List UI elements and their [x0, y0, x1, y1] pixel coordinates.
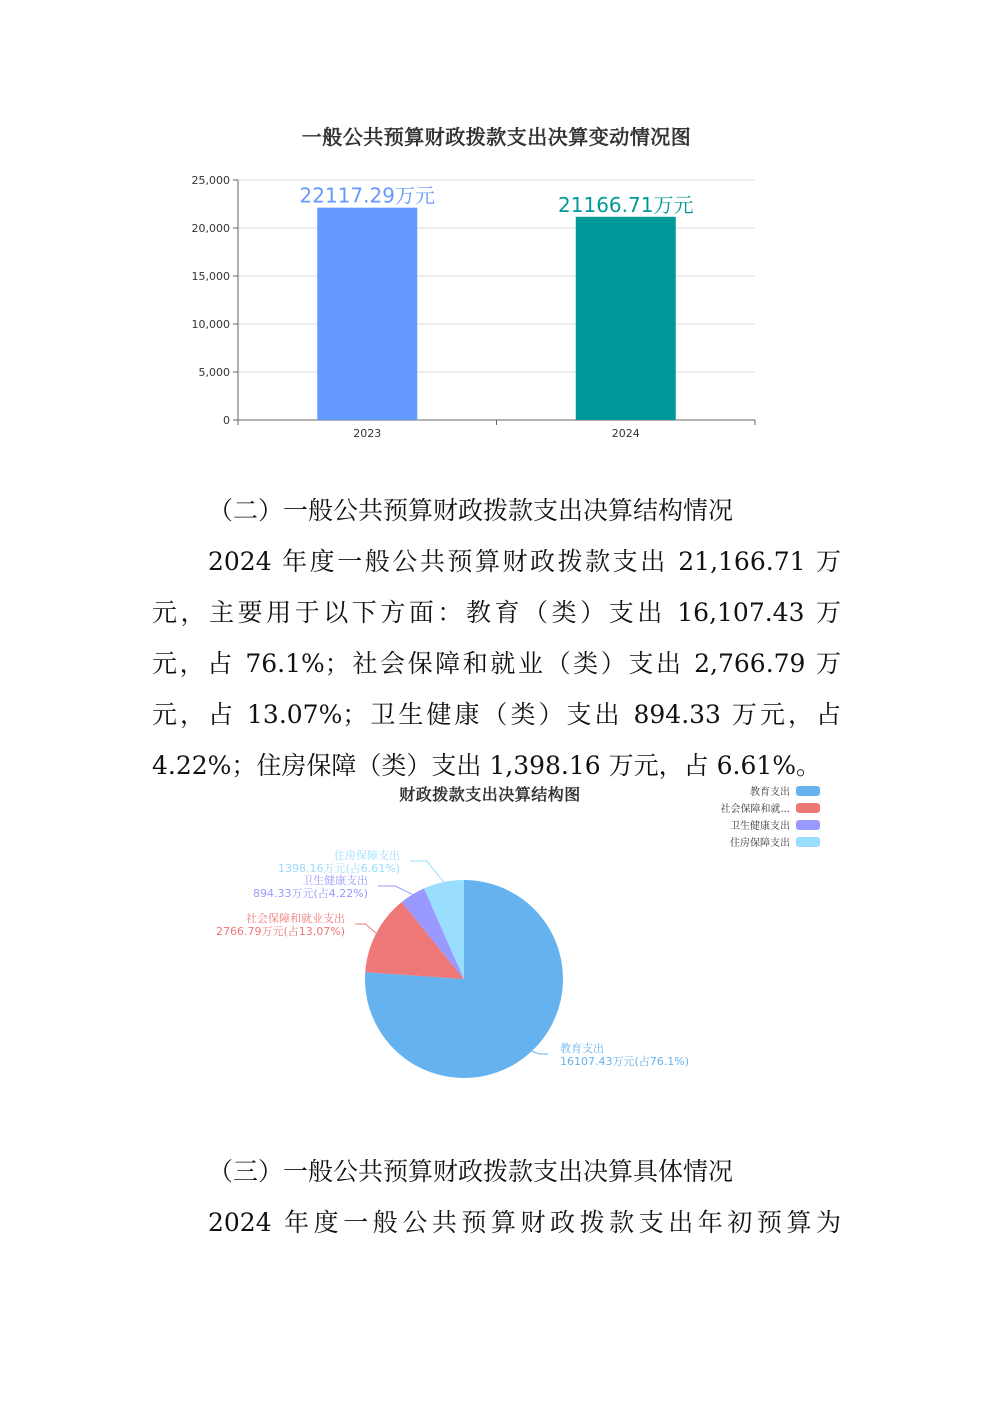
pie-label-value: 894.33万元(占4.22%): [252, 887, 368, 900]
bar: [576, 217, 676, 420]
legend-item[interactable]: [690, 816, 820, 833]
legend-item[interactable]: [690, 799, 820, 816]
legend-label: 住房保障支出: [730, 838, 790, 849]
x-tick-label: 2024: [611, 427, 640, 440]
pie-label-name: 住房保障支出: [334, 849, 400, 862]
section2-line-4: 元，占 13.07%；卫生健康（类）支出 894.33 万元，占: [152, 700, 841, 729]
pie-label-line: [410, 861, 444, 882]
pie-label-name: 社会保障和就业支出: [246, 912, 345, 925]
legend-swatch: [796, 786, 820, 796]
bar: [317, 208, 417, 420]
legend-item[interactable]: [690, 782, 820, 799]
pie-label-name: 卫生健康支出: [302, 874, 368, 887]
legend-swatch: [796, 803, 820, 813]
pie-label-line: [532, 1051, 548, 1054]
y-tick-label: 0: [223, 414, 230, 427]
section3-line-1: 2024 年度一般公共预算财政拨款支出年初预算为: [208, 1208, 841, 1237]
y-tick-label: 5,000: [198, 366, 230, 379]
pie-label-line: [355, 924, 376, 933]
bar-chart: [150, 165, 790, 450]
section2-line-1: 2024 年度一般公共预算财政拨款支出 21,166.71 万: [208, 547, 841, 576]
bar-data-label: 21166.71万元: [558, 192, 694, 217]
section3-heading: （三）一般公共预算财政拨款支出决算具体情况: [208, 1157, 734, 1186]
pie-label-value: 1398.16万元(占6.61%): [277, 862, 400, 875]
pie-label-line: [378, 886, 412, 894]
pie-chart-title: 财政拨款支出决算结构图: [399, 785, 581, 804]
pie-chart: [150, 840, 850, 1100]
bar-chart-title: 一般公共预算财政拨款支出决算变动情况图: [301, 125, 692, 149]
pie-label-value: 16107.43万元(占76.1%): [560, 1055, 690, 1068]
legend-label: 卫生健康支出: [730, 821, 790, 832]
legend-label: 社会保障和就...: [720, 804, 790, 815]
y-tick-label: 15,000: [191, 270, 230, 283]
y-tick-label: 10,000: [191, 318, 230, 331]
section2-heading: （二）一般公共预算财政拨款支出决算结构情况: [208, 496, 734, 525]
pie-label-name: 教育支出: [560, 1042, 604, 1055]
section2-line-2: 元，主要用于以下方面：教育（类）支出 16,107.43 万: [152, 598, 841, 627]
pie-label-value: 2766.79万元(占13.07%): [215, 925, 345, 938]
section2-line-5: 4.22%；住房保障（类）支出 1,398.16 万元，占 6.61%。: [152, 751, 822, 780]
bar-data-label: 22117.29万元: [299, 183, 435, 208]
legend-swatch: [796, 820, 820, 830]
section2-line-3: 元，占 76.1%；社会保障和就业（类）支出 2,766.79 万: [152, 649, 841, 678]
y-tick-label: 20,000: [191, 222, 230, 235]
legend-label: 教育支出: [750, 787, 790, 798]
y-tick-label: 25,000: [191, 174, 230, 187]
x-tick-label: 2023: [353, 427, 382, 440]
